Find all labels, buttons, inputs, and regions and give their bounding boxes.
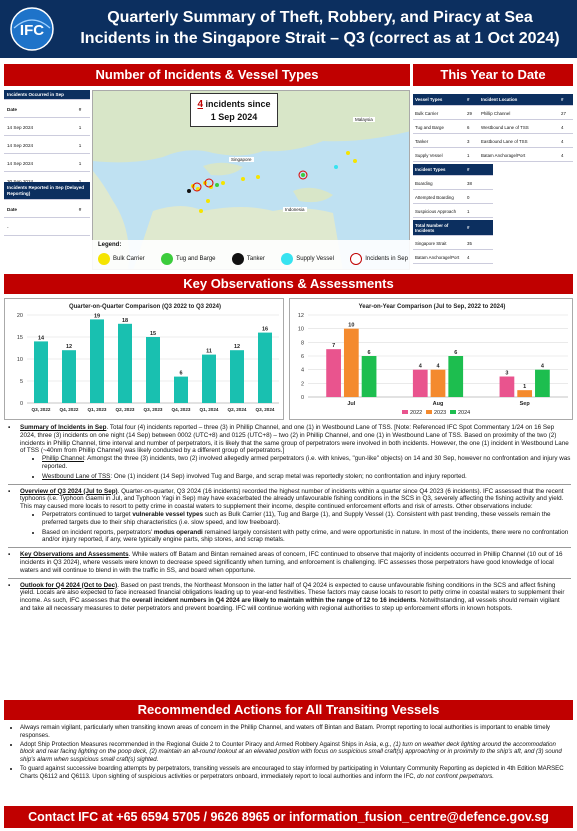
x-tick-label: Sep (519, 401, 530, 407)
legend-swatch-tanker (232, 253, 244, 265)
legend-label: 2024 (458, 410, 471, 416)
table-row: 14 Sep 2024 1 (4, 120, 90, 136)
legend-label: 2022 (410, 410, 423, 416)
y-tick-label: 12 (297, 313, 304, 319)
x-tick-label: Q1, 2024 (199, 407, 219, 412)
y-tick-label: 6 (300, 354, 304, 360)
data-label: 6 (179, 370, 183, 377)
obs-bullet: • Phillip Channel: Amongst the three (3) incidents, two (2) involved allegedly armed perpetrators (i.e. with knives, "gun-like" objects) on 14 and 30 Sep, however no confrontation and injury was reported. (42, 455, 571, 471)
chart-title: Quarter-on-Quarter Comparison (Q3 2022 to Q3 2024) (68, 304, 222, 310)
y-tick-label: 0 (300, 395, 304, 401)
occurred-header: Incidents Occurred in Sep (4, 90, 90, 100)
table-row: Boarding 38 (413, 178, 493, 190)
bar (344, 329, 359, 397)
bar (362, 356, 377, 397)
action-item: • Always remain vigilant, particularly when transiting known areas of concern in the Phillip Channel, and waters off Bintan and Batam. Prompt reporting to local authorities is important to enable timely responses. (20, 724, 571, 739)
label-indonesia: Indonesia (285, 207, 305, 212)
reported-col-header: Date # (4, 202, 90, 218)
data-label: 4 (418, 363, 422, 370)
bar (174, 377, 188, 403)
bar (146, 337, 160, 403)
label-malaysia: Malaysia (355, 117, 373, 122)
bar (431, 370, 446, 397)
title-line-1: Quarterly Summary of Theft, Robbery, and Piracy at Sea (107, 9, 533, 26)
y-tick-label: 20 (16, 313, 23, 319)
data-label: 14 (37, 335, 45, 342)
quarter-chart (4, 298, 284, 420)
x-tick-label: Q1, 2023 (87, 407, 107, 412)
table-row: Batam Anchorage/Port 4 (413, 252, 493, 264)
legend-label: 2023 (434, 410, 447, 416)
obs-paragraph-3: ▪ Key Observations and Assessments. While waters off Batam and Bintan remained areas of concern, IFC continued to observe that majority of incidents occurred in Phillip Channel (10 out of 16 incidents in Q3 2024), where vessels were known to decrease speed significantly when turning, and enforcement is challenging. IFC assesses those perpetrators have good knowledge of local waters and will continue to blend in with the traffic in SS, and board when opportune. (8, 551, 571, 574)
table-row: Tanker 3 Eastbound Lane of TSS 4 (413, 136, 573, 148)
x-tick-label: Q3, 2023 (143, 407, 163, 412)
data-label: 6 (367, 350, 371, 356)
quarter-chart-svg (5, 299, 285, 421)
bar (326, 349, 341, 397)
x-tick-label: Jul (347, 401, 356, 407)
data-label: 15 (149, 331, 157, 337)
data-label: 4 (436, 363, 440, 370)
y-tick-label: 10 (297, 326, 304, 333)
data-label: 7 (332, 343, 336, 350)
x-tick-label: Q3, 2022 (31, 407, 51, 412)
table-row: Tug and Barge 6 Westbound Lane of TSS 4 (413, 122, 573, 134)
data-label: 18 (121, 317, 129, 324)
contact-footer: Contact IFC at +65 6594 5705 / 9626 8965 or information_fusion_centre@defence.gov.sg (4, 806, 573, 828)
x-tick-label: Aug (432, 401, 444, 407)
data-label: 1 (523, 384, 527, 391)
obs-bullet: • Based on incident reports, perpetrators' modus operandi remained largely consistent with petty crime, and were opportunistic in nature. In most of the incidents, there were no confrontation and/or injury reported, if any, were typically engine parts, ship stores, and scrap metals. (42, 529, 571, 545)
data-label: 3 (505, 370, 509, 377)
reported-header: Incidents Reported in Sep (Delayed Reporting) (4, 182, 90, 200)
incident-markers (187, 151, 357, 213)
vessel-types-header: Vessel Types # Incident Location # (413, 94, 573, 106)
action-item: • To guard against successive boarding attempts by perpetrators, transiting vessels are encouraged to stay informed by participating in Voluntary Community Reporting as depicted in 4th Edition MARSEC Charts Q6112 and Q6113. Upon sighting of suspicious activities or perpetrators onboard, immediately report to local authorities and inform the IFC, do not confront perpetrators. (20, 765, 571, 780)
legend-swatch-supply (281, 253, 293, 265)
page-title (70, 7, 570, 49)
x-tick-label: Q4, 2023 (171, 407, 191, 412)
legend-swatch (426, 410, 432, 414)
data-label: 12 (65, 344, 73, 351)
data-label: 11 (206, 348, 212, 355)
data-label: 4 (540, 363, 544, 370)
y-tick-label: 8 (300, 340, 304, 347)
chart-title: Year-on-Year Comparison (Jul to Sep, 2022 to 2024) (358, 304, 506, 310)
table-row: 14 Sep 2024 1 (4, 138, 90, 154)
section-year-to-date-title: This Year to Date (413, 64, 573, 86)
bar (448, 356, 463, 397)
legend-swatch (402, 410, 408, 414)
action-item: • Adopt Ship Protection Measures recommended in the Regional Guide 2 to Counter Piracy and Armed Robbery Against Ships in Asia, e.g., (1) turn on weather deck lighting around the accommodation block and rear facing lighting on the poop deck, (2) maintain an all-round lookout at an elevated position with focus on suspicious small craft(s) approaching or in proximity to the ship's aft, and (3) sound ship's alarm when suspicious small craft(s) sighted. (20, 741, 571, 764)
year-chart (289, 298, 573, 420)
bar (62, 350, 76, 403)
obs-paragraph-2: ▪ Overview of Q3 2024 (Jul to Sep). Quarter-on-quarter, Q3 2024 (16 incidents) recorded the highest number of incidents within a quarter since Q4 2023 (6 incidents). IFC assessed that the recent typhoons (i.e. Typhoon Gaemi in Jul, and Typhoon Yagi in Sep) may have exacerbated the already unfavourable fishing conditions in the SCS in Q3, severely affecting the fishing activity and yield. This may caused more locals to resort to petty crime in coastal waters to supplement their income, despite continued enforcement efforts and risk of arrests. Other observations include: (8, 488, 571, 511)
incidents-sep-table (4, 90, 90, 270)
bar (413, 370, 428, 397)
data-label: 16 (261, 326, 269, 333)
occurred-col-header: Date # (4, 102, 90, 118)
obs-bullet: • Perpetrators continued to target vulnerable vessel types such as Bulk Carrier (11), Tug and Barge (1), and Supply Vessel (1). Consistent with past trending, these vessels remain the preferred targets due to their ship characteristics (i.e. slow speed, and low freeboard). (42, 511, 571, 527)
section-actions-title: Recommended Actions for All Transiting Vessels (4, 700, 573, 720)
table-row: - (4, 220, 90, 236)
legend-swatch-tug (161, 253, 173, 265)
ifc-logo (6, 6, 58, 52)
section-observations-title: Key Observations & Assessments (4, 274, 573, 294)
y-tick-label: 5 (19, 379, 23, 385)
data-label: 10 (348, 322, 355, 329)
bar (202, 355, 216, 403)
legend-swatch-bulk (98, 253, 110, 265)
x-tick-label: Q3, 2024 (255, 407, 275, 412)
label-singapore: Singapore (231, 157, 252, 162)
obs-bullet: • Westbound Lane of TSS: One (1) incident (14 Sep) involved Tug and Barge, and scrap metal was reportedly stolen; no confrontation and injury reported. (42, 473, 571, 481)
title-line-2: Incidents in the Singapore Strait – Q3 (correct as at 1 Oct 2024) (80, 30, 560, 47)
legend-swatch-sep (350, 253, 362, 265)
obs-paragraph-1: ▪ Summary of Incidents in Sep. Total four (4) incidents reported – three (3) in Phillip Channel, and one (1) in Westbound Lane of TSS. [Note: Referenced IFC Spot Commentary 1/24 on 16 Sep 2024, three (3) incidents on one night (14 Sep) between 0002 (UTC+8) and 0125 (UTC+8) – two (2) in Phillip Channel, and one (1) in Westbound Lane of TSS. Based on proximity of the two (2) incidents in Phillip Channel, time interval and number of perpetrators, it is likely that the same group of perpetrators were involved in both incidents. However, the one (1) incident in Westbound Lane of TSS (~40nm from Phillip Channel) was likely conducted by a different group of perpetrators.] (8, 424, 571, 455)
data-label: 19 (93, 313, 101, 320)
table-row: Suspicious Approach 1 (413, 206, 493, 218)
x-tick-label: Q2, 2024 (227, 407, 247, 412)
data-label: 12 (233, 344, 241, 351)
legend-swatch (450, 410, 456, 414)
year-to-date-table (413, 90, 573, 270)
incidents-callout: 4 incidents since 1 Sep 2024 (190, 93, 278, 127)
bar (517, 390, 532, 397)
table-row: 14 Sep 2024 1 (4, 156, 90, 172)
year-chart-svg (290, 299, 574, 421)
data-label: 6 (454, 350, 458, 356)
y-tick-label: 4 (300, 367, 304, 374)
actions-list (8, 724, 571, 782)
table-row: Supply Vessel 1 Batam Anchorage/Port 4 (413, 150, 573, 162)
observations-body (8, 424, 571, 613)
callout-number: 4 (197, 99, 204, 110)
incident-types-header: Incident Types # (413, 164, 493, 176)
bar (34, 341, 48, 403)
bar (258, 333, 272, 403)
table-row: Bulk Carrier 29 Phillip Channel 27 (413, 108, 573, 120)
y-tick-label: 2 (300, 381, 304, 388)
logo-text: IFC (19, 22, 45, 39)
map-legend: Legend: Bulk Carrier Tug and Barge Tanker Supply Vessel Incidents in Sep (92, 240, 410, 270)
bar (500, 377, 515, 398)
table-row: Attempted Boarding 0 (413, 192, 493, 204)
bar (90, 319, 104, 403)
y-tick-label: 0 (19, 401, 23, 407)
total-incidents-header: Total Number of Incidents # (413, 220, 493, 236)
table-row: Singapore Strait 35 (413, 238, 493, 250)
x-tick-label: Q2, 2023 (115, 407, 135, 412)
y-tick-label: 15 (16, 335, 23, 341)
y-tick-label: 10 (16, 357, 23, 363)
x-tick-label: Q4, 2022 (59, 407, 79, 412)
section-incidents-title: Number of Incidents & Vessel Types (4, 64, 410, 86)
bar (118, 324, 132, 403)
obs-paragraph-4: ▪ Outlook for Q4 2024 (Oct to Dec). Based on past trends, the Northeast Monsoon in the latter half of Q4 2024 is expected to cause unfavourable fishing conditions in the SCS and affect fishing yield. Locals are also expected to face increased financial obligations leading up to year-end festivities. These factors may cause locals to resort to petty crime in coastal waters to supplement their income. As such, IFC assesses that the overall incident numbers in Q4 2024 are likely to maintain within the range of 12 to 16 incidents. Notwithstanding, all vessels should remain vigilant and take all necessary measures to deter perpetrators and prevent boarding. IFC will continue working with regional authorities to step up enforcement efforts in known hotspots. (8, 582, 571, 613)
bar (230, 350, 244, 403)
bar (535, 370, 550, 397)
